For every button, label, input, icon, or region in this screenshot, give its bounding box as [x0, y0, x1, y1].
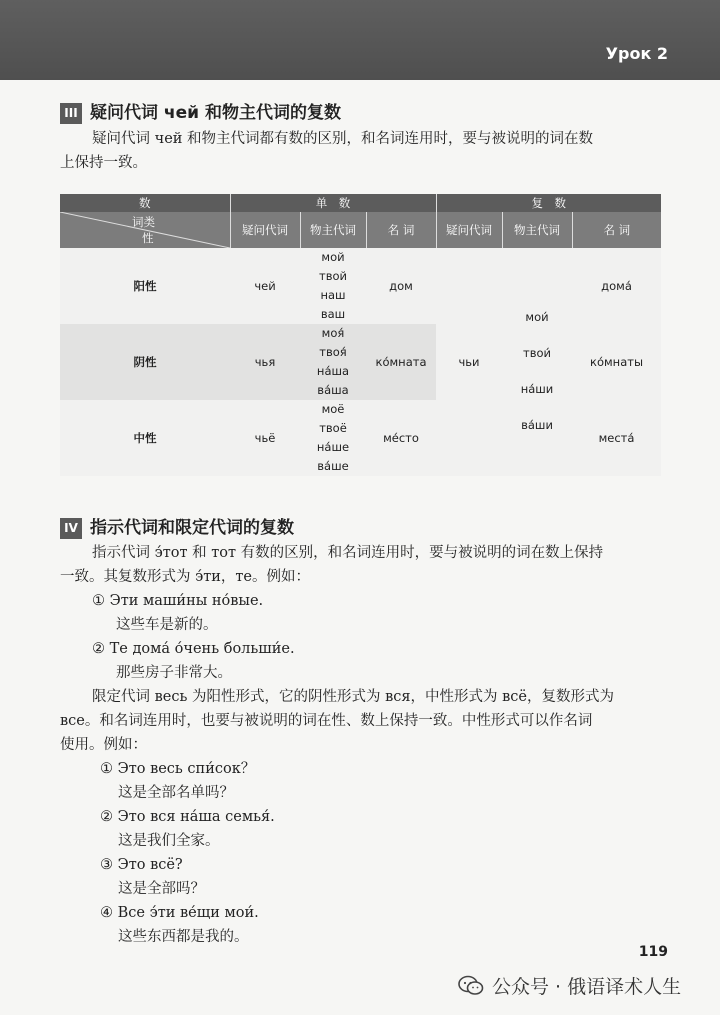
noun-plural-cell: места́: [572, 400, 661, 476]
watermark: [458, 972, 681, 999]
page-number: 119: [638, 944, 668, 960]
possessive-form: ва́ше: [317, 459, 349, 473]
possessive-cell: [300, 400, 366, 476]
gender-label: 阴性: [60, 324, 230, 400]
pronoun-table: [60, 194, 661, 476]
example-chinese: 这是我们全家。: [118, 833, 220, 849]
section-3-para-line-1: 疑问代词 чей 和物主代词都有数的区别，和名词连用时，要与被说明的词在数: [92, 131, 594, 147]
section-number-badge: III: [60, 103, 82, 124]
header-interrogative: 疑问代词: [230, 212, 300, 248]
diagonal-header-cell: [60, 212, 230, 248]
header-noun-pl: 名 词: [572, 212, 661, 248]
gender-label: 中性: [60, 400, 230, 476]
possessive-form: моё: [321, 402, 345, 416]
lesson-label: Урок 2: [605, 44, 668, 63]
header-gender: 性: [142, 231, 154, 245]
gender-label: 阳性: [60, 248, 230, 324]
watermark-text: 公众号 · 俄语译术人生: [492, 976, 682, 998]
section-3-para-line-2: 上保持一致。: [60, 155, 147, 171]
example-chinese: 那些房子非常大。: [116, 665, 232, 681]
possessive-form: ва́ши: [521, 418, 553, 432]
section-4-intro-line-1: 指示代词 э́тот 和 тот 有数的区别，和名词连用时，要与被说明的词在数上保持: [92, 545, 604, 561]
example-russian: ④ Все э́ти ве́щи мои́.: [100, 905, 259, 921]
header-noun: 名 词: [366, 212, 436, 248]
possessive-form: твой: [319, 269, 347, 283]
possessive-form: наш: [320, 288, 346, 302]
example-russian: ① Это весь спи́сок？: [100, 761, 256, 777]
interrogative-cell: чья: [230, 324, 300, 400]
section-4-para-2-line-2: все。和名词连用时，也要与被说明的词在性、数上保持一致。中性形式可以作名词: [60, 713, 593, 729]
section-3-title-text: 疑问代词 чей 和物主代词的复数: [90, 103, 341, 123]
possessive-form: твои́: [523, 346, 552, 360]
example-chinese: 这是全部吗？: [118, 881, 205, 897]
wechat-icon: [458, 975, 484, 997]
noun-cell: дом: [366, 248, 436, 324]
possessive-cell: [300, 248, 366, 324]
interrogative-cell: чьё: [230, 400, 300, 476]
example-chinese: 这些车是新的。: [116, 617, 218, 633]
possessive-cell: [300, 324, 366, 400]
header-plural: 复 数: [436, 194, 661, 212]
section-4-intro-line-2: 一致。其复数形式为 э́ти，те。例如：: [60, 569, 311, 585]
possessive-form: твоё: [319, 421, 347, 435]
possessive-form: ва́ша: [317, 383, 349, 397]
noun-plural-cell: дома́: [572, 248, 661, 324]
example-chinese: 这些东西都是我的。: [118, 929, 249, 945]
possessive-form: на́ши: [520, 382, 554, 396]
section-4-para-2-line-1: 限定代词 весь 为阳性形式，它的阴性形式为 вся，中性形式为 всё，复数形式为: [92, 689, 614, 705]
section-4-para-2-line-3: 使用。例如：: [60, 737, 147, 753]
section-4-title-text: 指示代词和限定代词的复数: [90, 518, 294, 538]
example-russian: ① Эти маши́ны но́вые.: [92, 593, 264, 609]
interrogative-cell: чей: [230, 248, 300, 324]
example-russian: ② Это вся на́ша семья́.: [100, 809, 275, 825]
table-row: [60, 248, 661, 324]
noun-cell: ко́мната: [366, 324, 436, 400]
plural-interrogative-cell: чьи: [436, 248, 502, 476]
noun-plural-cell: ко́мнаты: [572, 324, 661, 400]
header-possessive: 物主代词: [300, 212, 366, 248]
header-interrogative-pl: 疑问代词: [436, 212, 502, 248]
possessive-form: на́ше: [316, 440, 350, 454]
section-4-title: [60, 513, 294, 539]
example-chinese: 这是全部名单吗？: [118, 785, 234, 801]
header-possessive-pl: 物主代词: [502, 212, 572, 248]
possessive-form: мой: [321, 250, 345, 264]
possessive-form: твоя́: [319, 345, 347, 359]
header-wordclass: 词类: [132, 215, 155, 229]
example-russian: ② Те дома́ о́чень больши́е.: [92, 641, 295, 657]
section-number-badge: IV: [60, 518, 82, 539]
section-3-title: [60, 98, 341, 124]
example-russian: ③ Это всё?: [100, 857, 183, 873]
possessive-form: мои́: [525, 310, 549, 324]
possessive-form: моя́: [321, 326, 345, 340]
possessive-form: на́ша: [316, 364, 350, 378]
header-bar: [0, 0, 720, 80]
plural-possessive-cell: [502, 248, 572, 476]
header-singular: 单 数: [230, 194, 436, 212]
possessive-form: ваш: [320, 307, 346, 321]
header-number: 数: [60, 194, 230, 212]
noun-cell: ме́сто: [366, 400, 436, 476]
